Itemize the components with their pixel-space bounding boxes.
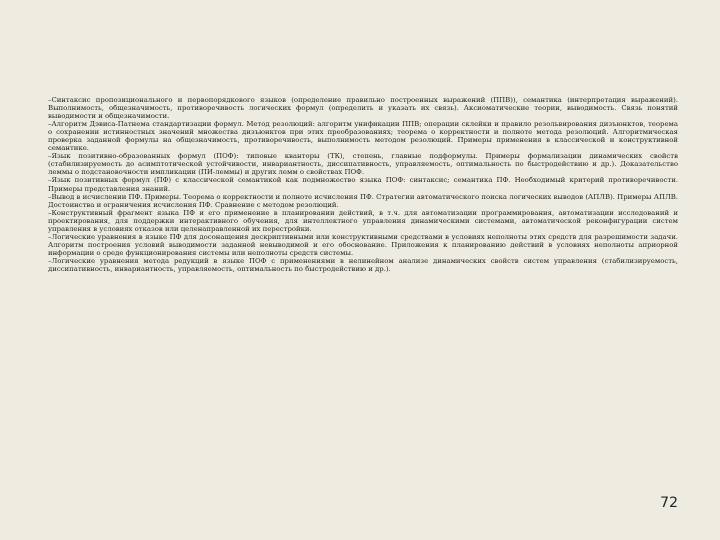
page-number: 72 [660, 495, 678, 511]
paragraph-syntax-semantics: –Синтаксис пропозиционального и первопорядкового языков (определение правильно построенных выражений (ППВ)), семантика (интерпретация выражений). Выполнимость, общезначимость, противоречивость логических формул (определить и указать их связь). Аксиоматические теории, выводимость. Связь понятий выводимости и общезначимости. [48, 96, 678, 121]
paragraph-logical-equations: –Логические уравнения в языке ПФ для досонащения дескриптивными или конструктивными средствами в условиях неполноты этих средств для разрешимости задачи. Алгоритм построения условий выводимости заданной невыводимой и его обоснование. Приложения к планированию действий в условиях неполноты априорной информации о среде функционирования системы или неполноты средств системы. [48, 232, 678, 257]
paragraph-pf-calculus: –Вывод в исчислении ПФ. Примеры. Теорема о корректности и полноте исчисления ПФ. Стратегии автоматического поиска логических выводов (АПЛВ). Примеры АПЛВ. Достоинства и ограничения исчисления ПФ. Сравнение с методом резолюций. [48, 192, 678, 209]
paragraph-davis-putnam: –Алгоритм Дэвиса-Патнема стандартизации формул. Метод резолюций: алгоритм унификации ППВ; операции склейки и правило резольвирования дизъюнктов, теорема о сохранении истинностных значений множества дизъюнктов при этих преобразованиях; теорема о корректности и полноте метода резолюций. Алгоритмическая проверка заданной формулы на общезначимость, противоречивость, выполнимость методом резолюций. Примеры применения в классической и конструктивной семантике. [48, 120, 678, 153]
slide-body-text [48, 96, 678, 273]
paragraph-pf-language: –Язык позитивных формул (ПФ) с классической семантикой как подмножество языка ПОФ: синтаксис; семантика ПФ. Необходимый критерий противоречивости. Примеры представления знаний. [48, 176, 678, 193]
paragraph-constructive-fragment: –Конструктивный фрагмент языка ПФ и его применение в планировании действий, в т.ч. для автоматизации программирования, автоматизации исследований и проектирования, для поддержки интерактивного обучения, для интеллектного управления динамическими системами, автоматической реконфигурации систем управления в условиях отказов или целенаправленной их перестройки. [48, 208, 678, 233]
paragraph-reduction-method: –Логические уравнения метода редукций в языке ПОФ с применениями в нелинейном анализе динамических свойств систем управления (стабилизируемость, диссипативность, инвариантность, управляемость, оптимальность по быстродействию и др.). [48, 256, 678, 273]
paragraph-pof-language: –Язык позитивно-образованных формул (ПОФ): типовые кванторы (ТК), степень, главные подформулы. Примеры формализации динамических свойств (стабилизируемость до асимптотической устойчивости, инвариантность, диссипативность, управляемость, оптимальность по быстродействию и др.). Доказательство леммы о подстановочности импликации (ПИ-леммы) и других лемм о свойствах ПОФ. [48, 152, 678, 177]
